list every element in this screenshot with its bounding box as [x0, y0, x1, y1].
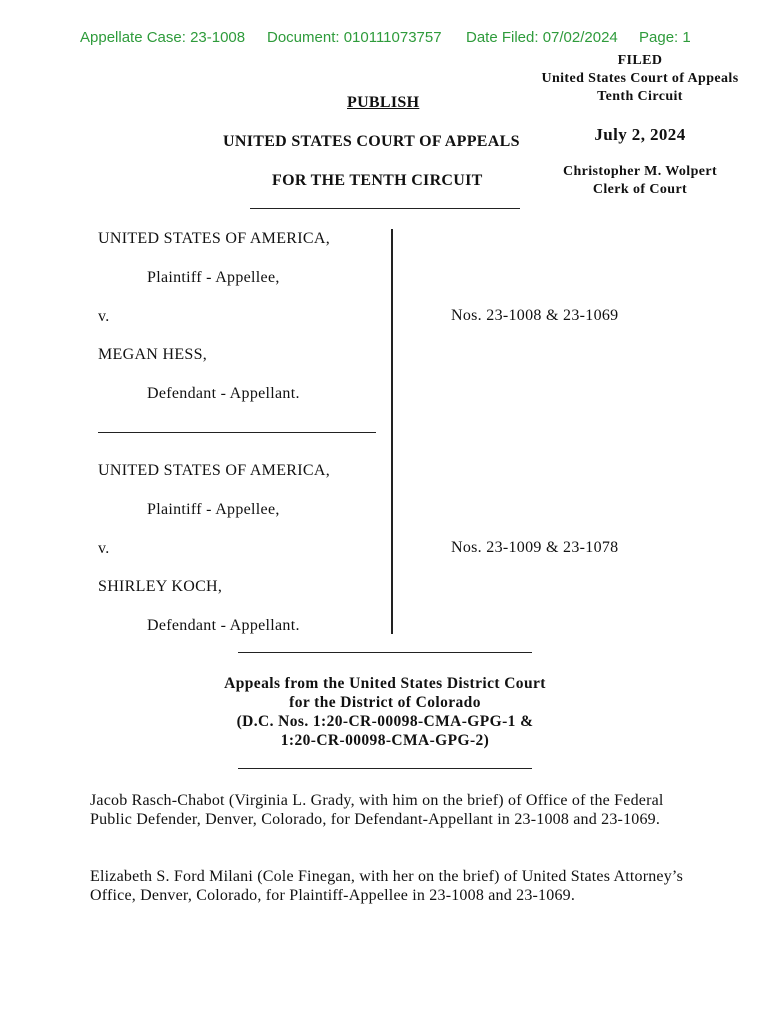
clerk-title: Clerk of Court [592, 182, 688, 197]
publish-label: PUBLISH [347, 94, 420, 111]
counsel-paragraph-2: Elizabeth S. Ford Milani (Cole Finegan, with her on the brief) of United States Attorney’s Office, Denver, Colorado, for Plaintiff-Appellee in 23-1008 and 23-1069. [90, 868, 684, 904]
header-date-filed: Date Filed: 07/02/2024 [466, 29, 618, 46]
caption-divider [391, 229, 393, 634]
defendant-role: Defendant - Appellant. [147, 385, 300, 402]
header-case: Appellate Case: 23-1008 [80, 29, 246, 46]
appeal-line-3: (D.C. Nos. 1:20-CR-00098-CMA-GPG-1 & [236, 713, 534, 730]
filed-date: July 2, 2024 [594, 125, 686, 144]
case-separator [98, 432, 376, 433]
clerk-name: Christopher M. Wolpert [562, 164, 718, 179]
case-numbers: Nos. 23-1008 & 23-1069 [451, 307, 619, 324]
plaintiff: UNITED STATES OF AMERICA, [98, 230, 331, 247]
counsel-paragraph-1: Jacob Rasch-Chabot (Virginia L. Grady, with him on the brief) of Office of the Federal Public Defender, Denver, Colorado, for Defendant-Appellant in 23-1008 and 23-1069. [90, 792, 664, 828]
defendant: SHIRLEY KOCH, [98, 578, 223, 595]
filed-label: FILED [617, 53, 663, 68]
circuit-title: FOR THE TENTH CIRCUIT [272, 172, 483, 189]
title-divider [250, 208, 520, 209]
court-title: UNITED STATES COURT OF APPEALS [223, 133, 520, 150]
versus: v. [98, 540, 110, 557]
defendant-role: Defendant - Appellant. [147, 617, 300, 634]
defendant: MEGAN HESS, [98, 346, 208, 363]
appeal-line-4: 1:20-CR-00098-CMA-GPG-2) [280, 732, 490, 749]
filed-circuit: Tenth Circuit [597, 89, 683, 104]
plaintiff-role: Plaintiff - Appellee, [147, 501, 280, 518]
filed-court: United States Court of Appeals [541, 71, 739, 86]
plaintiff: UNITED STATES OF AMERICA, [98, 462, 331, 479]
header-document: Document: 010111073757 [267, 29, 442, 46]
appeal-line-1: Appeals from the United States District Court [224, 675, 546, 692]
appeal-line-2: for the District of Colorado [289, 694, 481, 711]
case-numbers: Nos. 23-1009 & 23-1078 [451, 539, 619, 556]
header-page: Page: 1 [639, 29, 691, 46]
plaintiff-role: Plaintiff - Appellee, [147, 269, 280, 286]
versus: v. [98, 308, 110, 325]
appeal-bottom-rule [238, 768, 532, 769]
caption-bottom-rule [238, 652, 532, 653]
